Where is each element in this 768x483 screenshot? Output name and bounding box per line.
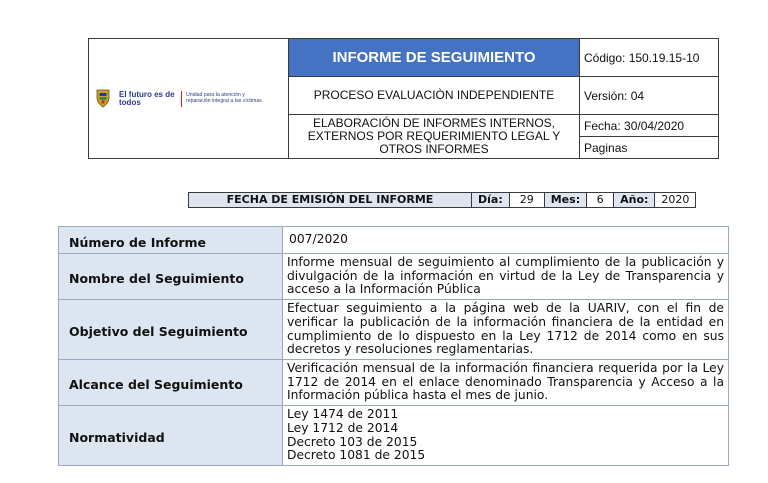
table-row — [59, 254, 729, 300]
table-row — [59, 300, 729, 360]
document-code: Código: 150.19.15-10 — [580, 39, 719, 77]
table-row — [59, 406, 729, 466]
follow-up-objective: Efectuar seguimiento a la página web de la UARIV, con el fin de verificar la publicación de la información financiera de la entidad en cumplimiento de lo dispuesto en la Ley 1712 de 2014 como en sus decretos y resoluciones reglamentarias. — [283, 300, 729, 360]
month-value: 6 — [587, 193, 614, 208]
follow-up-name: Informe mensual de seguimiento al cumplimiento de la publicación y divulgación de la información en virtud de la Ley de Transparencia y acceso a la Información Pública — [283, 254, 729, 300]
regulations-list — [283, 406, 729, 466]
table-row — [59, 360, 729, 406]
coat-of-arms-icon — [95, 89, 111, 108]
process-name: PROCESO EVALUACIÒN INDEPENDIENTE — [289, 77, 580, 115]
row-label: Nombre del Seguimiento — [59, 254, 283, 300]
row-label: Objetivo del Seguimiento — [59, 300, 283, 360]
table-row — [59, 227, 729, 254]
follow-up-scope: Verificación mensual de la información financiera requerida por la Ley 1712 de 2014 en el enlace denominado Transparencia y Acceso a la Información pública hasta el mes de junio. — [283, 360, 729, 406]
row-label: Alcance del Seguimiento — [59, 360, 283, 406]
document-pages: Paginas — [580, 137, 719, 159]
year-label: Año: — [614, 193, 655, 208]
document-version: Versión: 04 — [580, 77, 719, 115]
year-value: 2020 — [655, 193, 696, 208]
report-number: 007/2020 — [283, 227, 729, 254]
day-value: 29 — [509, 193, 544, 208]
regulation-item: Decreto 1081 de 2015 — [287, 448, 426, 463]
day-label: Día: — [472, 193, 510, 208]
government-logo — [89, 39, 288, 158]
subprocess-name: ELABORACIÓN DE INFORMES INTERNOS, EXTERNOS POR REQUERIMIENTO LEGAL Y OTROS INFORMES — [289, 115, 580, 159]
emission-date-strip — [188, 192, 696, 208]
regulation-item: Ley 1474 de 2011 — [287, 406, 399, 421]
logo-cell — [89, 39, 289, 159]
month-label: Mes: — [544, 193, 586, 208]
regulation-item: Ley 1712 de 2014 — [287, 420, 399, 435]
logo-sub-text: Unidad para la atención y reparación integral a las víctimas — [186, 91, 262, 104]
logo-main-text: El futuro es de todos — [119, 91, 182, 107]
document-date: Fecha: 30/04/2020 — [580, 115, 719, 137]
document-title: INFORME DE SEGUIMIENTO — [289, 39, 580, 77]
report-details-table — [58, 226, 729, 466]
document-header — [88, 38, 719, 159]
row-label: Número de Informe — [59, 227, 283, 254]
row-label: Normatividad — [59, 406, 283, 466]
emission-label: FECHA DE EMISIÓN DEL INFORME — [189, 193, 472, 208]
regulation-item: Decreto 103 de 2015 — [287, 434, 418, 449]
